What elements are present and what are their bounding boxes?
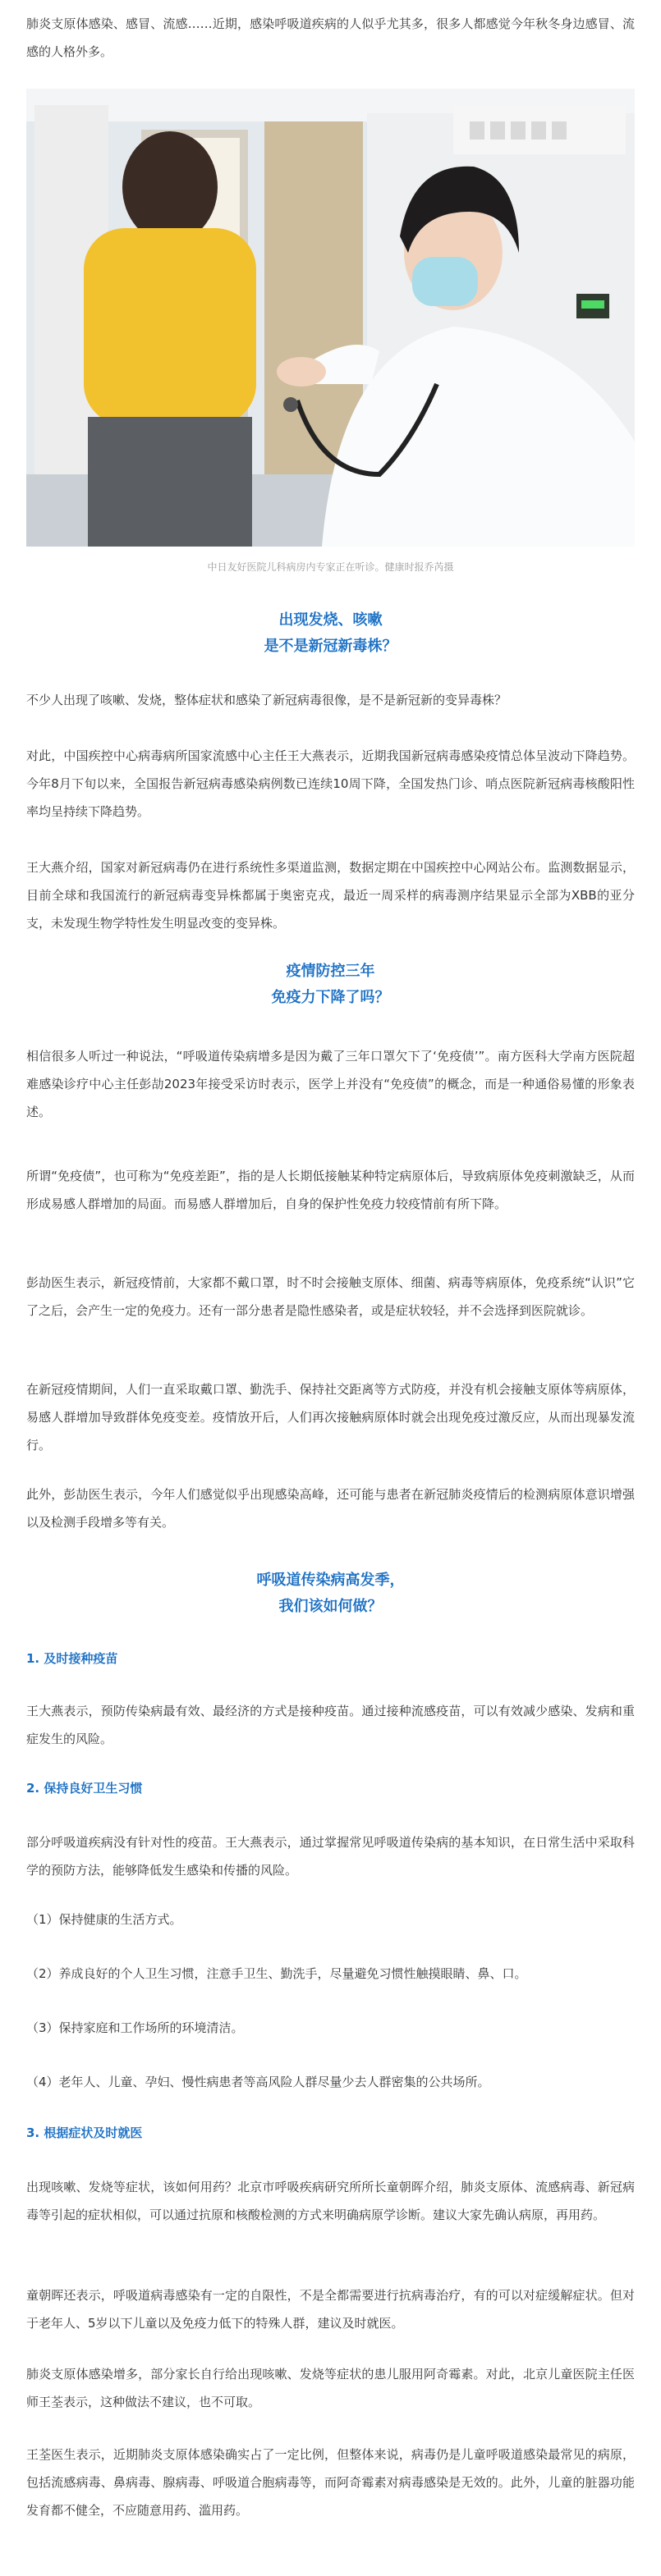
section3-medical-paragraph: 王荃医生表示，近期肺炎支原体感染确实占了一定比例，但整体来说，病毒仍是儿童呼吸道感染最常见的病原，包括流感病毒、鼻病毒、腺病毒、呼吸道合胞病毒等，而阿奇霉素对病毒感染是无效的。此外，儿童的脏器功能发育都不健全，不应随意用药、滥用药。 [26,2447,635,2518]
section1-paragraph: 对此，中国疾控中心病毒病所国家流感中心主任王大燕表示，近期我国新冠病毒感染疫情总体呈波动下降趋势。今年8月下旬以来，全国报告新冠病毒感染病例数已连续10周下降，全国发热门诊、哨点医院新冠病毒核酸阳性率均呈持续下降趋势。 [26,748,635,819]
section3-subheading-vaccine: 1. 及时接种疫苗 [26,1651,118,1666]
hygiene-list-item: （2）养成良好的个人卫生习惯，注意手卫生、勤洗手，尽量避免习惯性触摸眼睛、鼻、口。 [26,1966,527,1981]
section2-paragraph: 此外，彭劼医生表示，今年人们感觉似乎出现感染高峰，还可能与患者在新冠肺炎疫情后的检测病原体意识增强以及检测手段增多等有关。 [26,1487,635,1530]
section3-subheading-medical: 3. 根据症状及时就医 [26,2125,143,2140]
section2-paragraph: 彭劼医生表示，新冠疫情前，大家都不戴口罩，时不时会接触支原体、细菌、病毒等病原体，免疫系统“认识”它了之后，会产生一定的免疫力。还有一部分患者是隐性感染者，或是症状较轻，并不会选择到医院就诊。 [26,1275,635,1318]
photo-illustration [26,89,635,547]
section2-paragraph: 在新冠疫情期间，人们一直采取戴口罩、勤洗手、保持社交距离等方式防疫，并没有机会接触支原体等病原体，易感人群增加导致群体免疫变差。疫情放开后，人们再次接触病原体时就会出现免疫过激反应，从而出现暴发流行。 [26,1382,635,1453]
section3-title-line1: 呼吸道传染病高发季， [256,1572,405,1589]
section3-title-line2: 我们该如何做？ [278,1598,383,1615]
article-photo [26,89,635,547]
hygiene-list-item: （3）保持家庭和工作场所的环境清洁。 [26,2020,244,2035]
photo-caption: 中日友好医院儿科病房内专家正在听诊。健康时报乔芮摄 [207,561,454,573]
section1-title-line2: 是不是新冠新毒株？ [264,638,397,655]
intro-paragraph: 肺炎支原体感染、感冒、流感……近期，感染呼吸道疾病的人似乎尤其多，很多人都感觉今年秋冬身边感冒、流感的人格外多。 [26,16,635,59]
section3-vaccine-text: 王大燕表示，预防传染病最有效、最经济的方式是接种疫苗。通过接种流感疫苗，可以有效减少感染、发病和重症发生的风险。 [26,1704,635,1746]
section2-paragraph: 所谓“免疫债”，也可称为“免疫差距”，指的是人长期低接触某种特定病原体后，导致病原体免疫刺激缺乏，从而形成易感人群增加的局面。而易感人群增加后，自身的保护性免疫力较疫情前有所下降。 [26,1169,635,1211]
hygiene-list-item: （4）老年人、儿童、孕妇、慢性病患者等高风险人群尽量少去人群密集的公共场所。 [26,2075,490,2089]
section3-medical-paragraph: 肺炎支原体感染增多，部分家长自行给出现咳嗽、发烧等症状的患儿服用阿奇霉素。对此，北京儿童医院主任医师王荃表示，这种做法不建议，也不可取。 [26,2367,635,2409]
section1-paragraph: 王大燕介绍，国家对新冠病毒仍在进行系统性多渠道监测，数据定期在中国疾控中心网站公布。监测数据显示，目前全球和我国流行的新冠病毒变异株都属于奥密克戎，最近一周采样的病毒测序结果显示全部为XBB的亚分支，未发现生物学特性发生明显改变的变异株。 [26,860,635,931]
section2-title-line1: 疫情防控三年 [286,963,375,980]
section1-title-line1: 出现发烧、咳嗽 [278,611,383,629]
section3-subheading-hygiene: 2. 保持良好卫生习惯 [26,1781,143,1796]
section3-hygiene-text: 部分呼吸道疾病没有针对性的疫苗。王大燕表示，通过掌握常见呼吸道传染病的基本知识，在日常生活中采取科学的预防方法，能够降低发生感染和传播的风险。 [26,1835,635,1878]
section2-title-line2: 免疫力下降了吗？ [271,989,390,1006]
section2-paragraph: 相信很多人听过一种说法，“呼吸道传染病增多是因为戴了三年口罩欠下了‘免疫债’”。南方医科大学南方医院超难感染诊疗中心主任彭劼2023年接受采访时表示，医学上并没有“免疫债”的概念，而是一种通俗易懂的形象表述。 [26,1049,635,1119]
section3-medical-paragraph: 童朝晖还表示，呼吸道病毒感染有一定的自限性，不是全都需要进行抗病毒治疗，有的可以对症缓解症状。但对于老年人、5岁以下儿童以及免疫力低下的特殊人群，建议及时就医。 [26,2288,635,2331]
section1-paragraph: 不少人出现了咳嗽、发烧，整体症状和感染了新冠病毒很像，是不是新冠新的变异毒株？ [26,693,507,707]
section3-medical-paragraph: 出现咳嗽、发烧等症状，该如何用药？北京市呼吸疾病研究所所长童朝晖介绍，肺炎支原体、流感病毒、新冠病毒等引起的症状相似，可以通过抗原和核酸检测的方式来明确病原学诊断。建议大家先确认病原，再用药。 [26,2180,635,2222]
hygiene-list-item: （1）保持健康的生活方式。 [26,1912,182,1927]
